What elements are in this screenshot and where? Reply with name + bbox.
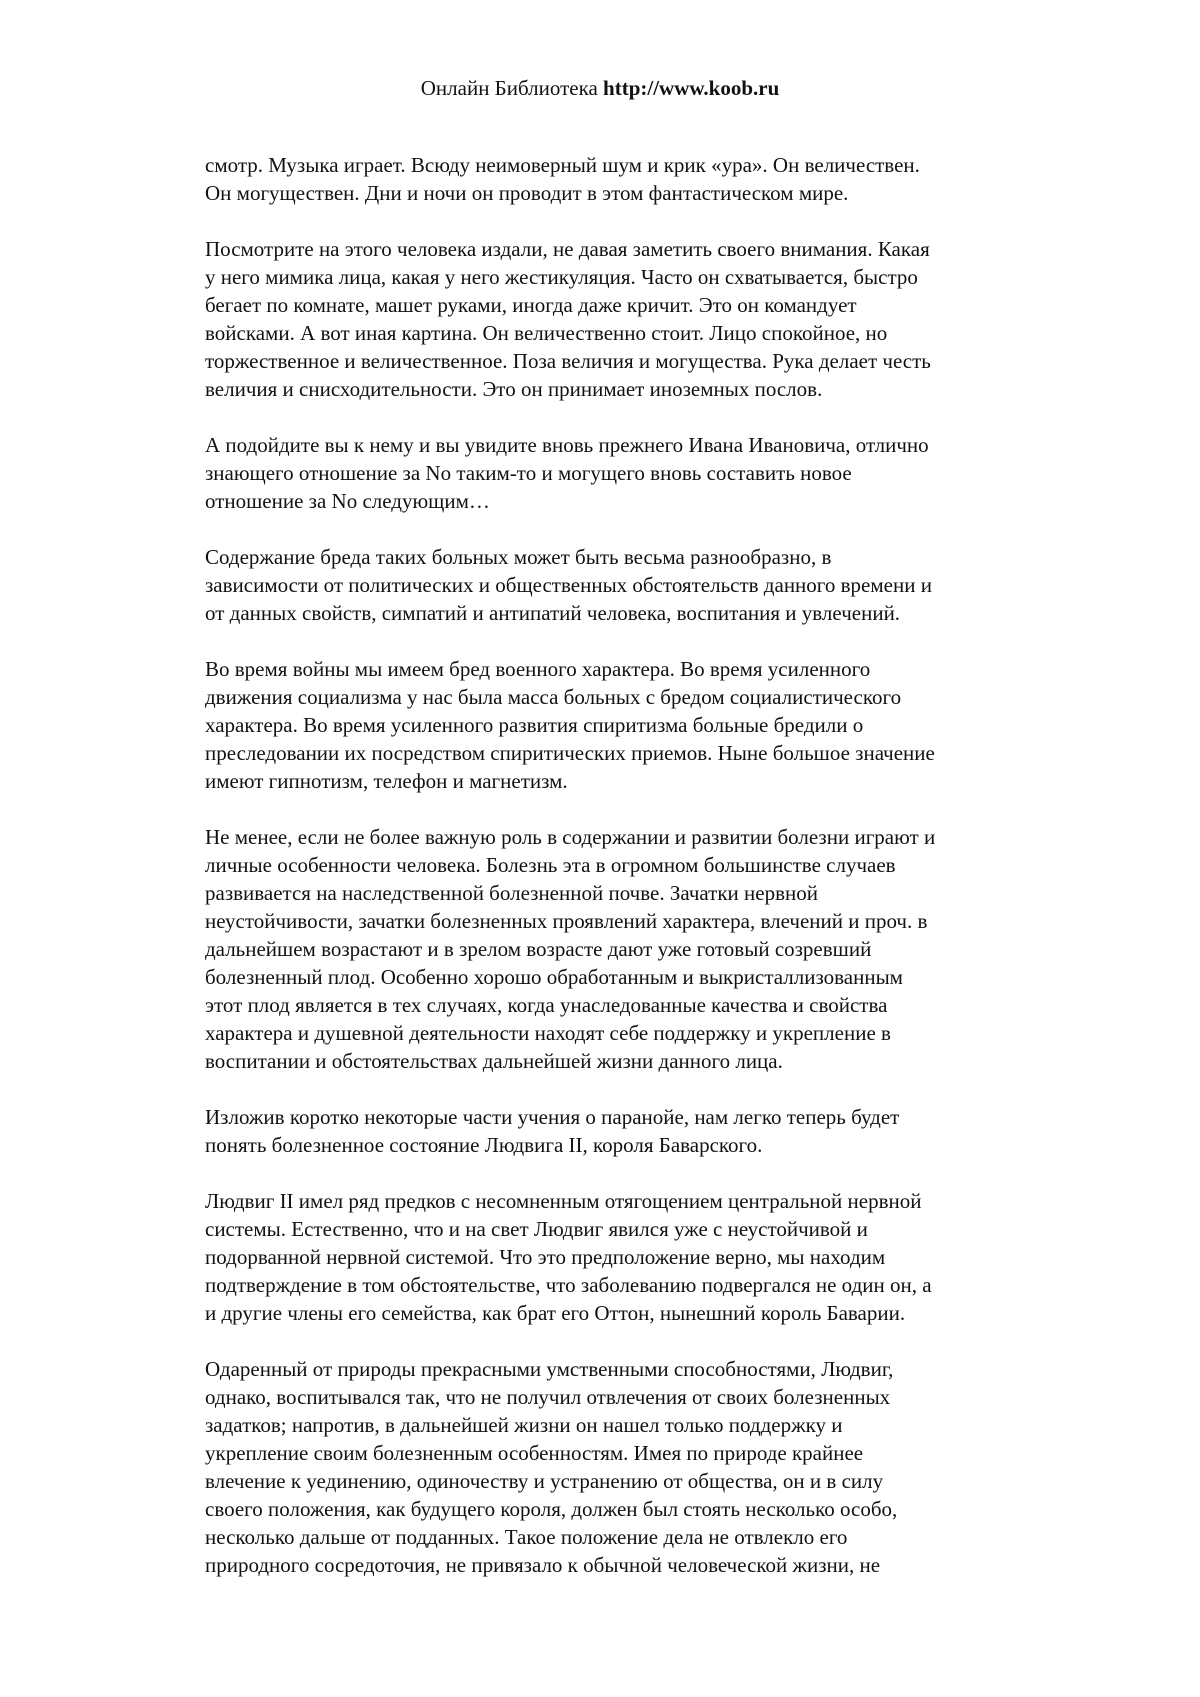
text-line: у него мимика лица, какая у него жестикуляция. Часто он схватывается, быстро	[205, 265, 918, 289]
text-line: своего положения, как будущего короля, должен был стоять несколько особо,	[205, 1497, 898, 1521]
text-line: А подойдите вы к нему и вы увидите вновь прежнего Ивана Ивановича, отлично	[205, 433, 929, 457]
text-line: подорванной нервной системой. Что это предположение верно, мы находим	[205, 1245, 886, 1269]
text-line: подтверждение в том обстоятельстве, что заболеванию подвергался не один он, а	[205, 1273, 932, 1297]
text-line: болезненный плод. Особенно хорошо обработанным и выкристаллизованным	[205, 965, 903, 989]
text-line: имеют гипнотизм, телефон и магнетизм.	[205, 769, 568, 793]
text-line: природного сосредоточия, не привязало к обычной человеческой жизни, не	[205, 1553, 881, 1577]
text-line: Не менее, если не более важную роль в содержании и развитии болезни играют и	[205, 825, 936, 849]
text-line: Людвиг II имел ряд предков с несомненным отягощением центральной нервной	[205, 1189, 922, 1213]
text-line: Одаренный от природы прекрасными умственными способностями, Людвиг,	[205, 1357, 894, 1381]
text-line: несколько дальше от подданных. Такое положение дела не отвлекло его	[205, 1525, 848, 1549]
text-line: характера. Во время усиленного развития спиритизма больные бредили о	[205, 713, 864, 737]
paragraph	[205, 1103, 1065, 1159]
text-line: отношение за No следующим…	[205, 489, 490, 513]
text-line: преследовании их посредством спиритических приемов. Ныне большое значение	[205, 741, 935, 765]
text-line: дальнейшем возрастают и в зрелом возрасте дают уже готовый созревший	[205, 937, 872, 961]
page-header	[0, 74, 1200, 102]
header-url[interactable]: http://www.koob.ru	[603, 76, 780, 100]
text-line: укрепление своим болезненным особенностям. Имея по природе крайнее	[205, 1441, 864, 1465]
text-line: бегает по комнате, машет руками, иногда даже кричит. Это он командует	[205, 293, 857, 317]
paragraph	[205, 151, 1065, 207]
text-line: и другие члены его семейства, как брат его Оттон, нынешний король Баварии.	[205, 1301, 906, 1325]
text-line: характера и душевной деятельности находят себе поддержку и укрепление в	[205, 1021, 891, 1045]
text-line: этот плод является в тех случаях, когда унаследованные качества и свойства	[205, 993, 888, 1017]
paragraph	[205, 1355, 1065, 1579]
text-line: понять болезненное состояние Людвига II, короля Баварского.	[205, 1133, 763, 1157]
text-line: Он могуществен. Дни и ночи он проводит в этом фантастическом мире.	[205, 181, 849, 205]
text-line: от данных свойств, симпатий и антипатий человека, воспитания и увлечений.	[205, 601, 901, 625]
paragraph	[205, 235, 1065, 403]
text-line: системы. Естественно, что и на свет Людвиг явился уже с неустойчивой и	[205, 1217, 868, 1241]
paragraph	[205, 431, 1065, 515]
text-line: однако, воспитывался так, что не получил отвлечения от своих болезненных	[205, 1385, 891, 1409]
text-line: воспитании и обстоятельствах дальнейшей жизни данного лица.	[205, 1049, 783, 1073]
document-body	[205, 151, 1065, 1607]
text-line: величия и снисходительности. Это он принимает иноземных послов.	[205, 377, 823, 401]
text-line: смотр. Музыка играет. Всюду неимоверный шум и крик «ура». Он величествен.	[205, 153, 920, 177]
text-line: Посмотрите на этого человека издали, не давая заметить своего внимания. Какая	[205, 237, 930, 261]
text-line: торжественное и величественное. Поза величия и могущества. Рука делает честь	[205, 349, 931, 373]
paragraph	[205, 1187, 1065, 1327]
text-line: Изложив коротко некоторые части учения о паранойе, нам легко теперь будет	[205, 1105, 900, 1129]
text-line: Во время войны мы имеем бред военного характера. Во время усиленного	[205, 657, 871, 681]
text-line: знающего отношение за No таким-то и могущего вновь составить новое	[205, 461, 852, 485]
text-line: войсками. А вот иная картина. Он величественно стоит. Лицо спокойное, но	[205, 321, 888, 345]
text-line: зависимости от политических и общественных обстоятельств данного времени и	[205, 573, 932, 597]
text-line: личные особенности человека. Болезнь эта в огромном большинстве случаев	[205, 853, 896, 877]
text-line: неустойчивости, зачатки болезненных проявлений характера, влечений и проч. в	[205, 909, 928, 933]
header-library-label: Онлайн Библиотека	[420, 76, 598, 100]
paragraph	[205, 543, 1065, 627]
text-line: влечение к уединению, одиночеству и устранению от общества, он и в силу	[205, 1469, 884, 1493]
text-line: задатков; напротив, в дальнейшей жизни он нашел только поддержку и	[205, 1413, 843, 1437]
text-line: развивается на наследственной болезненной почве. Зачатки нервной	[205, 881, 818, 905]
text-line: Содержание бреда таких больных может быть весьма разнообразно, в	[205, 545, 832, 569]
paragraph	[205, 823, 1065, 1075]
text-line: движения социализма у нас была масса больных с бредом социалистического	[205, 685, 902, 709]
paragraph	[205, 655, 1065, 795]
